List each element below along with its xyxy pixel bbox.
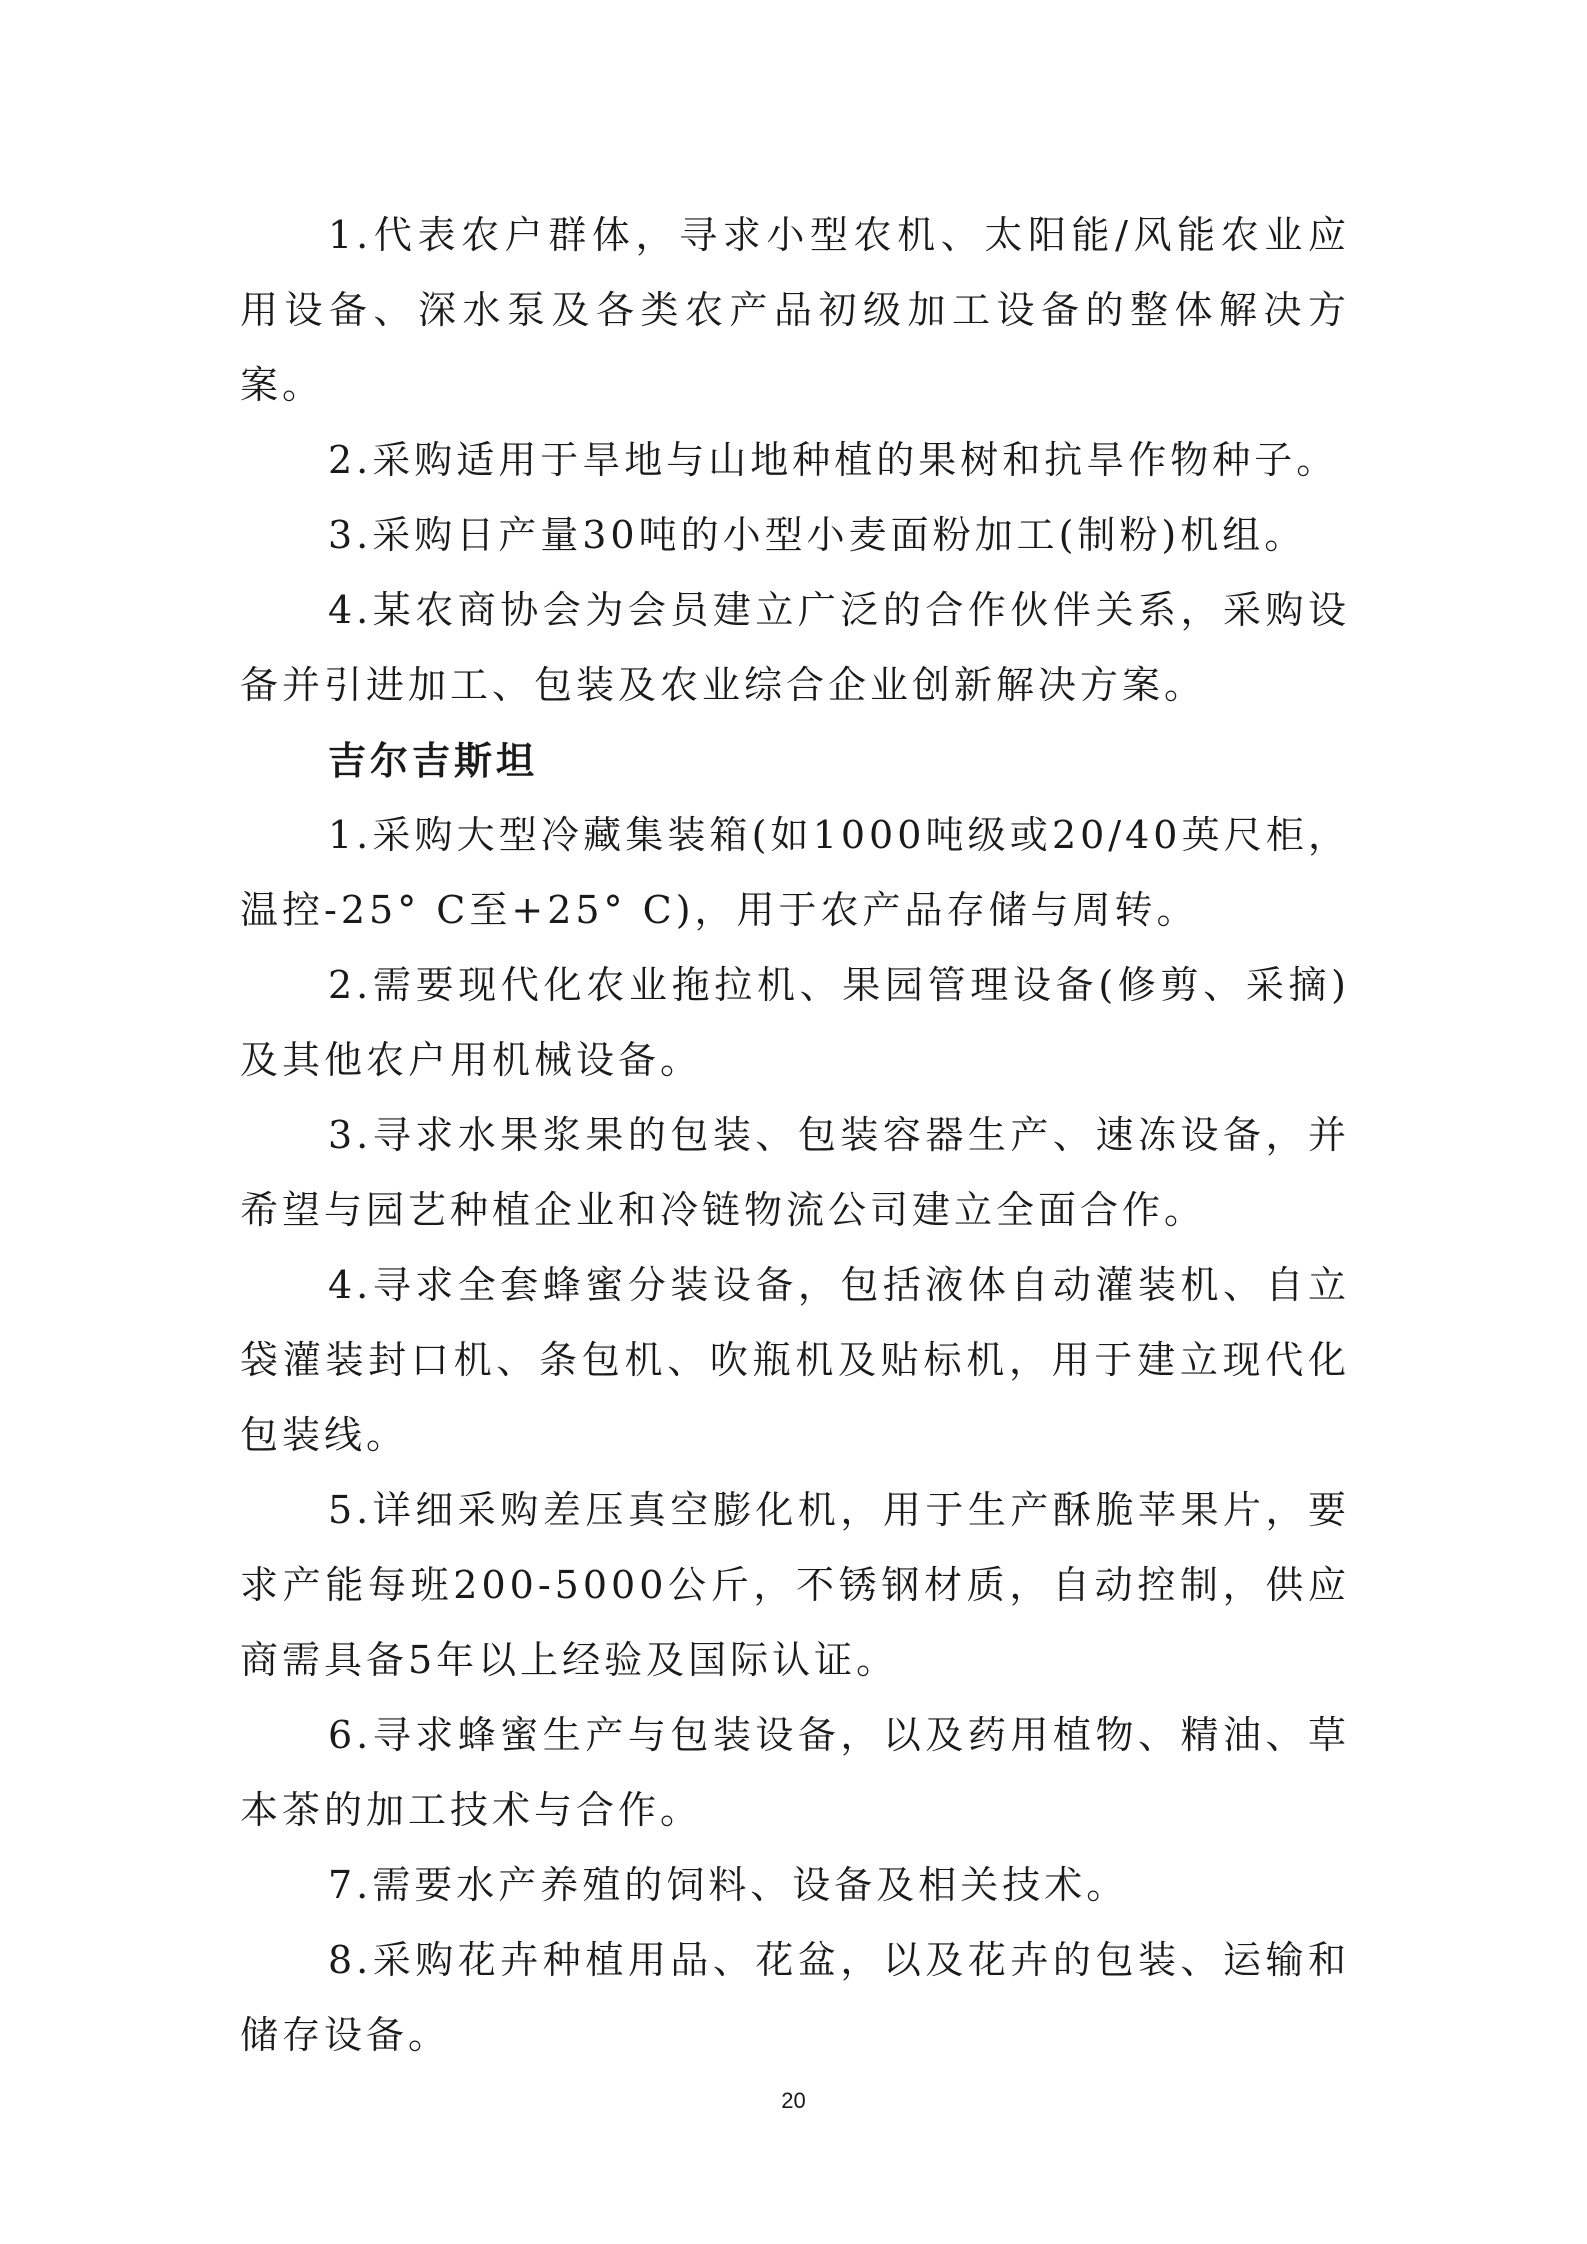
- list-item: 5.详细采购差压真空膨化机，用于生产酥脆苹果片，要求产能每班200-5000公斤，不锈钢材质，自动控制，供应商需具备5年以上经验及国际认证。: [240, 1488, 1350, 1682]
- page-content: [240, 198, 1350, 2073]
- list-item: 2.采购适用于旱地与山地种植的果树和抗旱作物种子。: [328, 438, 1339, 482]
- list-item: 4.寻求全套蜂蜜分装设备，包括液体自动灌装机、自立袋灌装封口机、条包机、吹瓶机及贴标机，用于建立现代化包装线。: [240, 1263, 1350, 1457]
- list-item: 1.代表农户群体，寻求小型农机、太阳能/风能农业应用设备、深水泵及各类农产品初级加工设备的整体解决方案。: [240, 213, 1350, 407]
- list-item: 4.某农商协会为会员建立广泛的合作伙伴关系，采购设备并引进加工、包装及农业综合企业创新解决方案。: [240, 588, 1350, 707]
- list-item: 3.寻求水果浆果的包装、包装容器生产、速冻设备，并希望与园艺种植企业和冷链物流公司建立全面合作。: [240, 1113, 1350, 1232]
- list-item: 1.采购大型冷藏集装箱(如1000吨级或20/40英尺柜，温控-25° C至+25° C)，用于农产品存储与周转。: [240, 813, 1350, 932]
- list-item: 7.需要水产养殖的饲料、设备及相关技术。: [328, 1863, 1129, 1907]
- list-item: 6.寻求蜂蜜生产与包装设备，以及药用植物、精油、草本茶的加工技术与合作。: [240, 1713, 1350, 1832]
- page-number: 20: [781, 2088, 806, 2113]
- list-item: 2.需要现代化农业拖拉机、果园管理设备(修剪、采摘)及其他农户用机械设备。: [240, 963, 1350, 1082]
- list-item: 8.采购花卉种植用品、花盆，以及花卉的包装、运输和储存设备。: [240, 1938, 1350, 2057]
- list-item: 3.采购日产量30吨的小型小麦面粉加工(制粉)机组。: [328, 513, 1307, 557]
- section-heading: 吉尔吉斯坦: [328, 738, 539, 783]
